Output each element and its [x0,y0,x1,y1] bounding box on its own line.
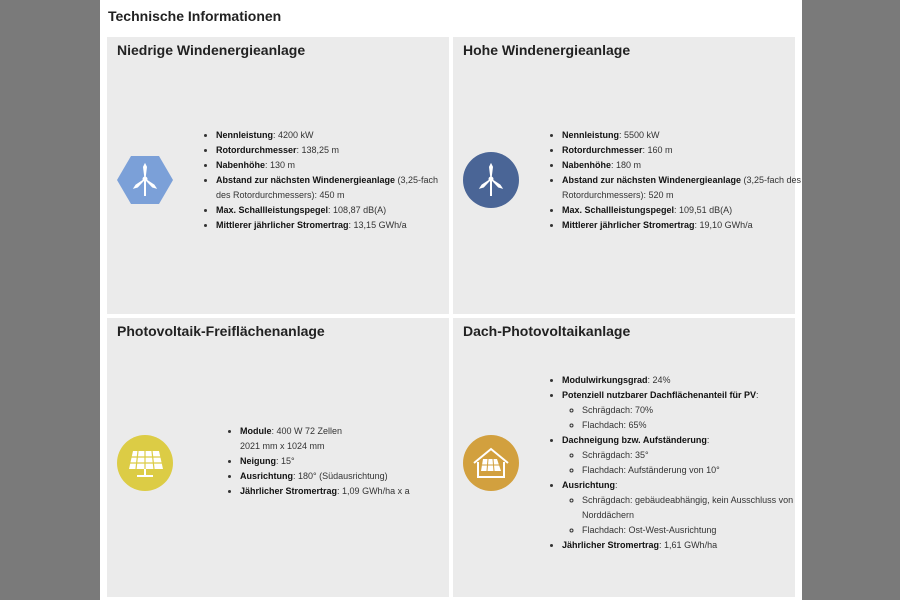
list-item: • Abstand zur nächsten Windenergieanlage (3,25-fach des Rotordurchmessers): 520 m [562,173,802,203]
rooftop-solar-icon [463,435,519,491]
list-item: • Rotordurchmesser: 160 m [562,143,802,158]
card-pv-ground [107,318,449,597]
card-title: Photovoltaik-Freiflächenanlage [117,323,325,339]
solar-panel-icon [117,435,173,491]
list-item: • Mittlerer jährlicher Stromertrag: 13,15 GWh/a [216,218,454,233]
sub-list [562,403,807,433]
list-item: • Dachneigung bzw. Aufständerung: ◦ Schrägdach: 35° ◦ Flachdach: Aufständerung von 10° [562,433,807,478]
sub-list [562,493,807,538]
spec-list [548,373,807,553]
sub-list [562,448,807,478]
list-item: • Abstand zur nächsten Windenergieanlage (3,25-fach des Rotordurchmessers): 450 m [216,173,454,203]
list-item: • Nennleistung: 4200 kW [216,128,454,143]
card-wind-high [453,37,801,314]
content-panel [100,0,802,600]
sub-list-item: ◦ Schrägdach: gebäudeabhängig, kein Ausschluss von Norddächern [582,493,807,523]
list-item: • Max. Schallleistungspegel: 109,51 dB(A) [562,203,802,218]
spec-list [202,128,454,233]
spec-list [548,128,802,233]
list-item: • Ausrichtung: 180° (Südausrichtung) [240,469,455,484]
sub-list-item: ◦ Schrägdach: 70% [582,403,807,418]
list-item: • Nennleistung: 5500 kW [562,128,802,143]
list-item: • Ausrichtung: ◦ Schrägdach: gebäudeabhängig, kein Ausschluss von Norddächern ◦ Flachdach: Ost-West-Ausrichtung [562,478,807,538]
sub-list-item: ◦ Flachdach: Ost-West-Ausrichtung [582,523,807,538]
spec-list [226,424,455,499]
list-item: • Module: 400 W 72 Zellen 2021 mm x 1024 mm [240,424,455,454]
list-item: • Jährlicher Stromertrag: 1,09 GWh/ha x a [240,484,455,499]
list-item: • Nabenhöhe: 130 m [216,158,454,173]
list-item: • Nabenhöhe: 180 m [562,158,802,173]
card-title: Dach-Photovoltaikanlage [463,323,631,339]
list-item: • Max. Schallleistungspegel: 108,87 dB(A) [216,203,454,218]
sub-list-item: ◦ Flachdach: Aufständerung von 10° [582,463,807,478]
sub-list-item: ◦ Flachdach: 65% [582,418,807,433]
wind-turbine-icon [117,152,173,208]
card-pv-roof [453,318,795,597]
list-item: • Modulwirkungsgrad: 24% [562,373,807,388]
list-item: • Mittlerer jährlicher Stromertrag: 19,10 GWh/a [562,218,802,233]
card-wind-low [107,37,449,314]
list-item: • Neigung: 15° [240,454,455,469]
page-title: Technische Informationen [108,8,282,24]
list-item: • Potenziell nutzbarer Dachflächenanteil für PV: ◦ Schrägdach: 70% ◦ Flachdach: 65% [562,388,807,433]
card-title: Niedrige Windenergieanlage [117,42,306,58]
wind-turbine-icon [463,152,519,208]
list-item: • Jährlicher Stromertrag: 1,61 GWh/ha [562,538,807,553]
sub-list-item: ◦ Schrägdach: 35° [582,448,807,463]
card-title: Hohe Windenergieanlage [463,42,631,58]
list-item: • Rotordurchmesser: 138,25 m [216,143,454,158]
